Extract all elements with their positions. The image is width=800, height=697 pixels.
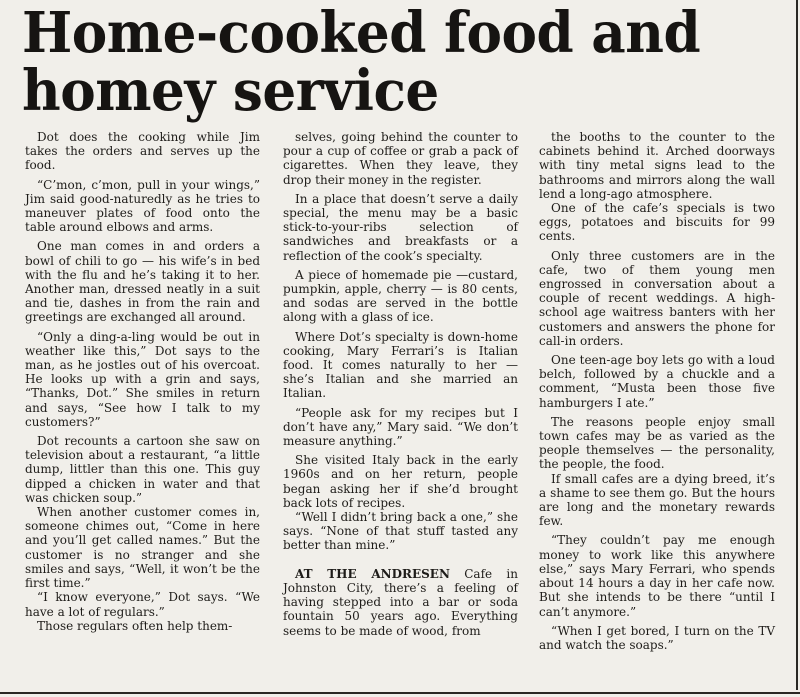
paragraph: One man comes in and orders a bowl of chili to go — his wife’s in bed with the flu and he’s taking it to her. Another man, dressed neatly in a suit and tie, dashes in from the rain and greetings are exchanged all around. [25, 239, 260, 325]
paragraph: Those regulars often help them- [37, 618, 233, 633]
paragraph: “Well I didn’t bring back a one,” she says. “None of that stuff tasted any better than mine.” [283, 510, 518, 553]
section-paragraph [283, 567, 518, 638]
paragraph: One teen-age boy lets go with a loud belch, followed by a chuckle and a comment, “Musta been those five hamburgers I ate.” [539, 353, 775, 410]
paragraph: If small cafes are a dying breed, it’s a shame to see them go. But the hours are long and the monetary rewards few. [539, 471, 775, 529]
article-column-3 [539, 130, 775, 657]
article-column-1 [25, 130, 260, 633]
section-text: Cafe in Johnston City, there’s a feeling of having stepped into a bar or soda fountain 50 years ago. Everything seems to be made of wood, from [283, 566, 518, 638]
paragraph: She visited Italy back in the early 1960s and on her return, people began asking her if she’d brought back lots of recipes. [283, 453, 518, 510]
paragraph: A piece of homemade pie —custard, pumpkin, apple, cherry — is 80 cents, and sodas are served in the bottle along with a glass of ice. [283, 267, 518, 325]
page-border-right [796, 0, 798, 690]
paragraph: Dot does the cooking while Jim takes the orders and serves up the food. [25, 130, 260, 173]
paragraph: Where Dot’s specialty is down-home cooking, Mary Ferrari’s is Italian food. It comes naturally to her — she’s Italian and she married an Italian. [283, 329, 518, 401]
paragraph: When another customer comes in, someone chimes out, “Come in here and you’ll get called names.” But the customer is no stranger and she smiles and says, “Well, it won’t be the first time.” [25, 505, 260, 591]
paragraph: “People ask for my recipes but I don’t have any,” Mary said. “We don’t measure anything.” [283, 405, 518, 449]
paragraph: One of the cafe’s specials is two eggs, potatoes and biscuits for 99 cents. [539, 201, 775, 244]
headline: Home-cooked food and homey service [22, 0, 701, 124]
paragraph: “They couldn’t pay me enough money to work like this anywhere else,” says Mary Ferrari, who spends about 14 hours a day in her cafe now. But she intends to be there “until I can’t anymore.” [539, 533, 775, 619]
section-lead: AT THE ANDRESEN [295, 566, 450, 581]
article-column-2 [283, 130, 518, 643]
paragraph: “I know everyone,” Dot says. “We have a lot of regulars.” [25, 590, 260, 619]
paragraph: selves, going behind the counter to pour a cup of coffee or grab a pack of cigarettes. When they leave, they drop their money in the register. [283, 130, 518, 187]
paragraph: “C’mon, c’mon, pull in your wings,” Jim said good-naturedly as he tries to maneuver plates of food onto the table around elbows and arms. [25, 177, 260, 235]
paragraph: The reasons people enjoy small town cafes may be as varied as the people themselves — the personality, the people, the food. [539, 414, 775, 472]
paragraph: “Only a ding-a-ling would be out in weather like this,” Dot says to the man, as he jostles out of his overcoat. He looks up with a grin and says, “Thanks, Dot.” She smiles in return and says, “See how I talk to my customers?” [25, 329, 260, 429]
page-border-bottom [0, 692, 800, 694]
paragraph: In a place that doesn’t serve a daily special, the menu may be a basic stick-to-your-ribs selection of sandwiches and breakfasts or a reflection of the cook’s specialty. [283, 191, 518, 263]
paragraph: “When I get bored, I turn on the TV and watch the soaps.” [539, 623, 775, 652]
paragraph: Only three customers are in the cafe, two of them young men engrossed in conversation about a couple of recent weddings. A high-school age waitress banters with her customers and answers the phone for call-in orders. [539, 248, 775, 348]
paragraph: the booths to the counter to the cabinets behind it. Arched doorways with tiny metal signs lead to the bathrooms and mirrors along the wall lend a long-ago atmosphere. [539, 130, 775, 201]
paragraph: Dot recounts a cartoon she saw on television about a restaurant, “a little dump, littler than this one. This guy dipped a chicken in water and that was chicken soup.” [25, 434, 260, 505]
